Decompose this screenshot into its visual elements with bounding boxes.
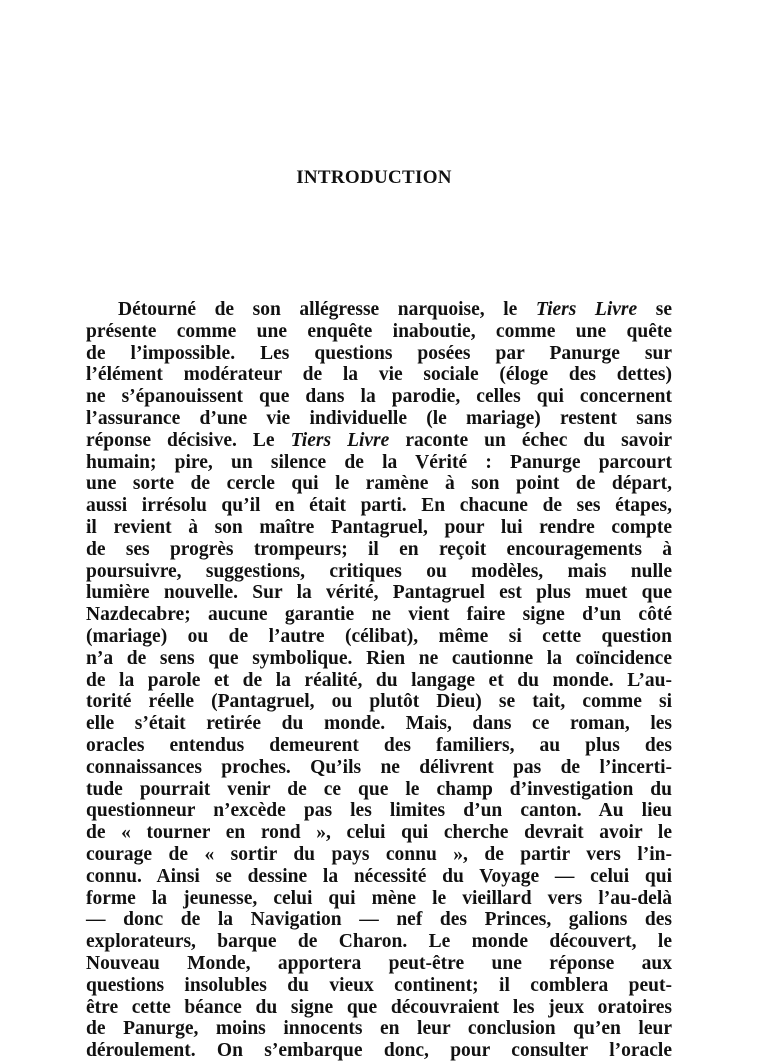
text-segment: de la parole et de la réalité, du langage et du monde. L’au- [86, 669, 672, 691]
text-segment: l’assurance d’une vie individuelle (le mariage) restent sans [86, 407, 672, 429]
text-segment: questions insolubles du vieux continent; il comblera peut- [86, 974, 672, 996]
text-line [86, 779, 672, 801]
text-line [86, 800, 672, 822]
text-line [86, 299, 672, 321]
text-segment: de Panurge, moins innocents en leur conclusion qu’en leur [86, 1018, 672, 1040]
text-line [86, 735, 672, 757]
text-line [86, 931, 672, 953]
text-segment: forme la jeunesse, celui qui mène le vieillard vers l’au-delà [86, 887, 672, 909]
text-line [86, 844, 672, 866]
text-segment: elle s’était retirée du monde. Mais, dans ce roman, les [86, 713, 672, 735]
text-line [86, 866, 672, 888]
text-line [86, 1018, 672, 1040]
text-segment: torité réelle (Pantagruel, ou plutôt Dieu) se tait, comme si [86, 691, 672, 713]
text-line [86, 909, 672, 931]
body-paragraph [86, 299, 672, 1062]
text-segment: l’élément modérateur de la vie sociale (éloge des dettes) [86, 364, 672, 386]
text-line [86, 452, 672, 474]
text-segment: il revient à son maître Pantagruel, pour lui rendre compte [86, 516, 672, 538]
text-segment: présente comme une enquête inaboutie, comme une quête [86, 320, 672, 342]
text-line [86, 626, 672, 648]
text-segment: de ses progrès trompeurs; il en reçoit encouragements à [86, 538, 672, 560]
text-line [86, 713, 672, 735]
text-line [86, 582, 672, 604]
text-segment: une sorte de cercle qui le ramène à son point de départ, [86, 473, 672, 495]
text-segment: déroulement. On s’embarque donc, pour consulter l’oracle [86, 1040, 672, 1062]
text-line [86, 1040, 672, 1062]
text-line [86, 343, 672, 365]
text-segment: réponse décisive. Le [86, 429, 291, 451]
text-segment: lumière nouvelle. Sur la vérité, Pantagruel est plus muet que [86, 582, 672, 604]
text-line [86, 386, 672, 408]
text-line [86, 517, 672, 539]
text-segment: connaissances proches. Qu’ils ne délivrent pas de l’incerti- [86, 756, 672, 778]
text-segment: Détourné de son allégresse narquoise, le [118, 299, 536, 320]
text-segment: questionneur n’excède pas les limites d’un canton. Au lieu [86, 800, 672, 822]
text-segment: être cette béance du signe que découvraient les jeux oratoires [86, 996, 672, 1018]
text-line [86, 888, 672, 910]
text-line [86, 997, 672, 1019]
text-segment: oracles entendus demeurent des familiers, au plus des [86, 734, 672, 756]
text-line [86, 757, 672, 779]
text-line [86, 561, 672, 583]
text-line [86, 321, 672, 343]
text-line [86, 670, 672, 692]
text-segment: explorateurs, barque de Charon. Le monde découvert, le [86, 931, 672, 953]
text-segment: n’a de sens que symbolique. Rien ne cautionne la coïncidence [86, 647, 672, 669]
text-segment: Nouveau Monde, apportera peut-être une réponse aux [86, 952, 672, 974]
text-segment: tude pourrait venir de ce que le champ d’investigation du [86, 778, 672, 800]
text-segment: raconte un échec du savoir [389, 429, 673, 451]
chapter-heading: INTRODUCTION [296, 167, 452, 188]
text-segment: de l’impossible. Les questions posées par Panurge sur [86, 342, 672, 364]
text-segment: se [637, 299, 672, 320]
book-title-italic: Tiers Livre [290, 429, 390, 451]
text-line [86, 473, 672, 495]
text-line [86, 430, 672, 452]
text-segment: courage de « sortir du pays connu », de partir vers l’in- [86, 843, 672, 865]
text-segment: connu. Ainsi se dessine la nécessité du Voyage — celui qui [86, 865, 672, 887]
text-segment: — donc de la Navigation — nef des Princes, galions des [86, 909, 672, 931]
text-line [86, 495, 672, 517]
text-line [86, 364, 672, 386]
text-segment: Nazdecabre; aucune garantie ne vient faire signe d’un côté [86, 604, 672, 626]
text-segment: poursuivre, suggestions, critiques ou modèles, mais nulle [86, 560, 672, 582]
text-segment: (mariage) ou de l’autre (célibat), même si cette question [86, 625, 672, 647]
text-line [86, 822, 672, 844]
text-line [86, 953, 672, 975]
text-segment: aussi irrésolu qu’il en était parti. En chacune de ses étapes, [86, 495, 672, 517]
text-line [86, 691, 672, 713]
text-segment: de « tourner en rond », celui qui cherche devrait avoir le [86, 822, 672, 844]
text-segment: humain; pire, un silence de la Vérité : Panurge parcourt [86, 451, 672, 473]
book-title-italic: Tiers Livre [535, 299, 638, 320]
text-line [86, 604, 672, 626]
text-segment: ne s’épanouissent que dans la parodie, celles qui concernent [86, 386, 672, 408]
text-line [86, 408, 672, 430]
text-line [86, 975, 672, 997]
text-line [86, 648, 672, 670]
text-line [86, 539, 672, 561]
